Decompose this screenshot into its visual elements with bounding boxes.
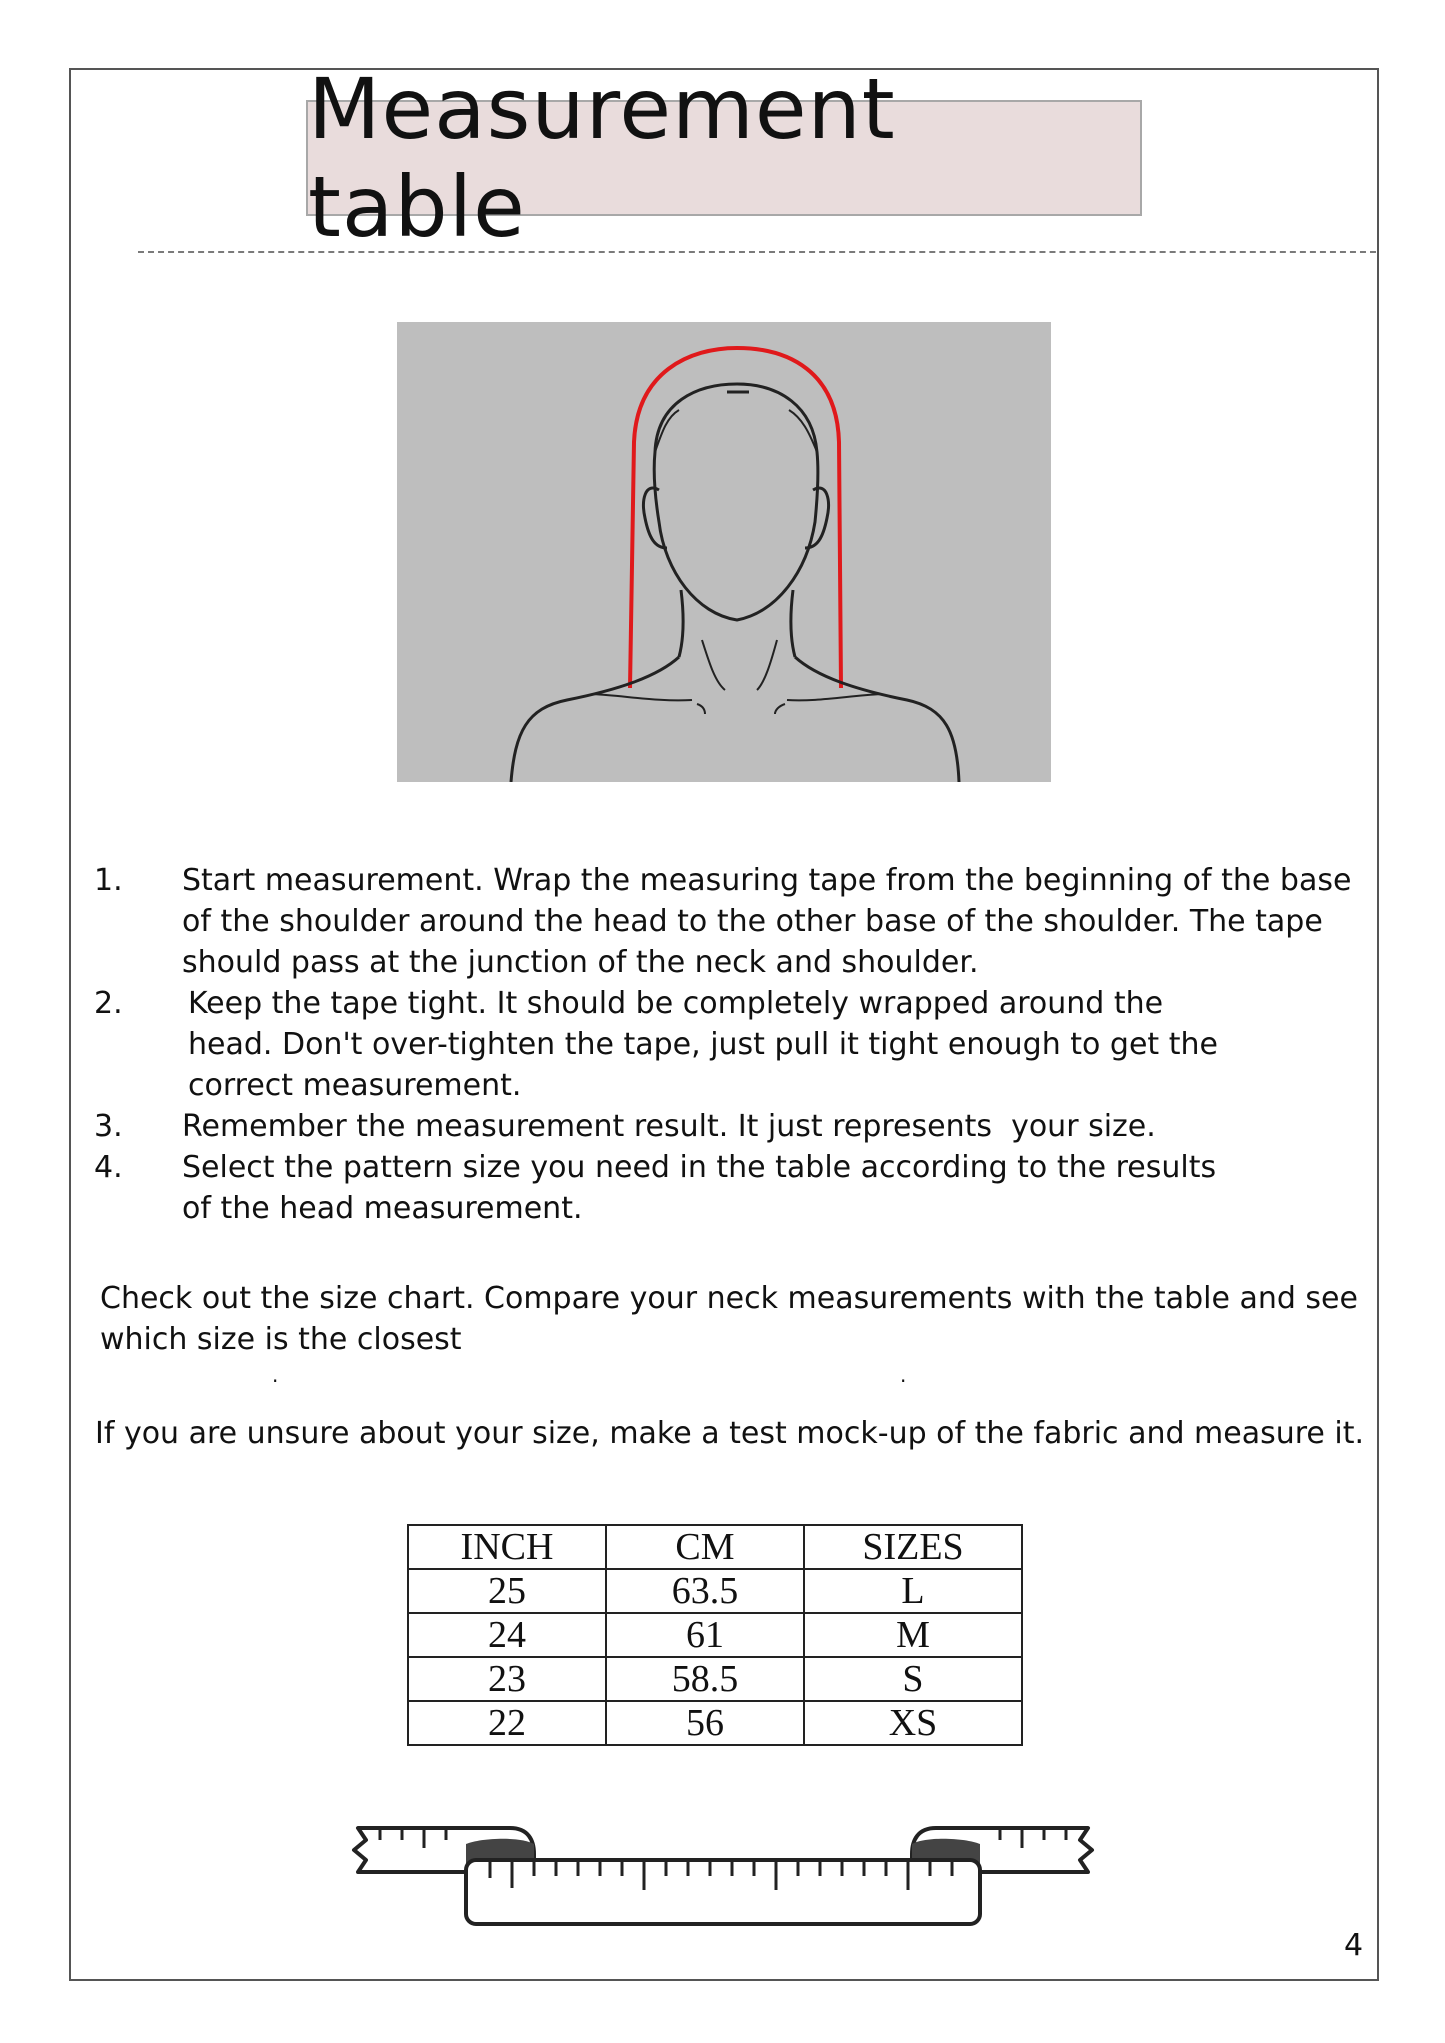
table-cell: 58.5 — [606, 1657, 804, 1701]
instruction-number: 1. — [94, 863, 123, 898]
column-header: SIZES — [804, 1525, 1022, 1569]
measuring-tape-icon — [350, 1820, 1096, 1930]
instruction-text: Keep the tape tight. It should be completely wrapped around the head. Don't over-tighten the tape, just pull it tight enough to get the correct measurement. — [188, 986, 1218, 1103]
size-table — [407, 1524, 1023, 1746]
instruction-item — [94, 860, 1384, 983]
table-header-row — [408, 1525, 1022, 1569]
instruction-list — [94, 860, 1384, 1229]
page-number: 4 — [1344, 1928, 1364, 1963]
table-cell: 56 — [606, 1701, 804, 1745]
column-header: INCH — [408, 1525, 606, 1569]
table-cell: M — [804, 1613, 1022, 1657]
instruction-text: Start measurement. Wrap the measuring tape from the beginning of the base of the shoulder around the head to the other base of the shoulder. The tape should pass at the junction of the neck and shoulder. — [182, 863, 1352, 980]
table-cell: 23 — [408, 1657, 606, 1701]
instruction-text: Remember the measurement result. It just represents your size. — [182, 1109, 1156, 1144]
dashed-divider — [138, 251, 1376, 253]
table-cell: 61 — [606, 1613, 804, 1657]
table-row — [408, 1657, 1022, 1701]
table-cell: S — [804, 1657, 1022, 1701]
instruction-item — [94, 983, 1384, 1106]
table-cell: 24 — [408, 1613, 606, 1657]
instruction-item — [94, 1147, 1384, 1229]
table-row — [408, 1613, 1022, 1657]
table-cell: 63.5 — [606, 1569, 804, 1613]
column-header: CM — [606, 1525, 804, 1569]
unsure-note: If you are unsure about your size, make a test mock-up of the fabric and measure it. — [95, 1416, 1365, 1451]
instruction-number: 2. — [94, 986, 123, 1021]
page-title: Measurement table — [308, 60, 896, 256]
table-cell: XS — [804, 1701, 1022, 1745]
table-row — [408, 1701, 1022, 1745]
table-cell: 25 — [408, 1569, 606, 1613]
stray-dot: . — [900, 1363, 907, 1387]
instruction-text: Select the pattern size you need in the table according to the results of the head measurement. — [182, 1150, 1217, 1226]
stray-dot: . — [272, 1363, 279, 1387]
table-row — [408, 1569, 1022, 1613]
title-banner — [306, 60, 1142, 256]
instruction-number: 4. — [94, 1150, 123, 1185]
instruction-number: 3. — [94, 1109, 123, 1144]
instruction-item — [94, 1106, 1384, 1147]
table-cell: 22 — [408, 1701, 606, 1745]
table-cell: L — [804, 1569, 1022, 1613]
head-measurement-illustration — [397, 322, 1051, 782]
size-chart-note: Check out the size chart. Compare your neck measurements with the table and see which size is the closest — [100, 1281, 1358, 1357]
